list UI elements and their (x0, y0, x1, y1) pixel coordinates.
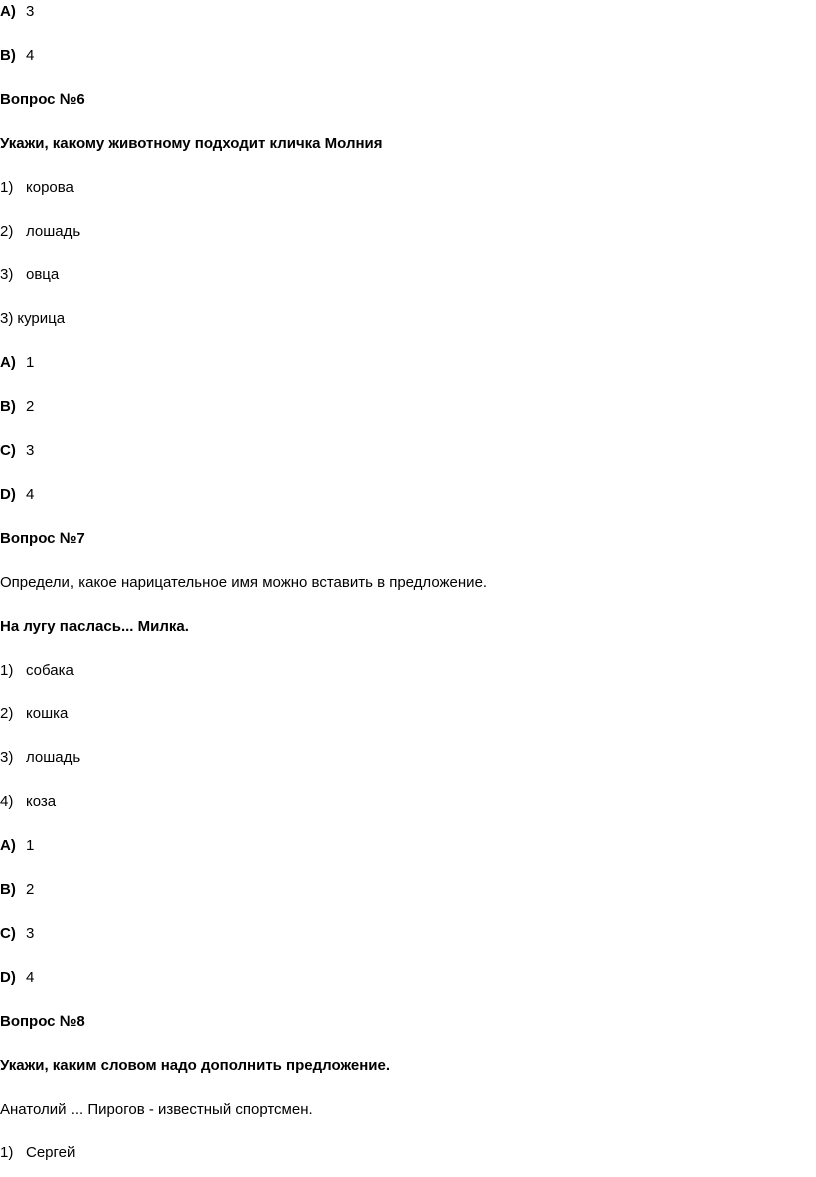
line-text: лошадь (26, 749, 81, 767)
answer-letter: D) (0, 485, 16, 503)
option-number: 2) (0, 705, 14, 723)
line-text: 4 (26, 46, 35, 64)
line-text: Анатолий ... Пирогов - известный спортсмен. (0, 1100, 313, 1118)
option-number: 4) (0, 793, 14, 811)
option-number: 1) (0, 178, 14, 196)
answer-choice (0, 353, 34, 373)
answer-choice (0, 880, 34, 900)
line-text: кошка (26, 705, 69, 723)
option-number: 2) (0, 222, 14, 240)
answer-letter: D) (0, 968, 16, 986)
answer-letter: B) (0, 46, 16, 64)
line-text: Сергей (26, 1144, 76, 1162)
line-text: Укажи, каким словом надо дополнить предложение. (0, 1056, 391, 1074)
answer-choice (0, 397, 34, 417)
option-number: 3) (0, 310, 14, 328)
line-text: 4 (26, 485, 35, 503)
option-number: 1) (0, 1144, 14, 1162)
question-text (0, 617, 189, 637)
line-text: лошадь (26, 222, 81, 240)
option-item (0, 1143, 75, 1163)
question-text (0, 573, 487, 593)
line-text: Вопрос №6 (0, 90, 85, 108)
line-text: собака (26, 661, 74, 679)
answer-letter: B) (0, 398, 16, 416)
line-text: курица (17, 310, 66, 328)
answer-letter: A) (0, 3, 16, 20)
question-heading (0, 529, 85, 549)
option-item (0, 178, 74, 198)
line-text: Укажи, какому животному подходит кличка Молния (0, 134, 383, 152)
line-text: корова (26, 178, 74, 196)
line-text: 1 (26, 837, 35, 855)
option-item (0, 704, 68, 724)
line-text: коза (26, 793, 57, 811)
answer-choice (0, 836, 34, 856)
question-text (0, 1100, 313, 1120)
answer-choice (0, 441, 34, 461)
option-item (0, 309, 65, 329)
line-text: овца (26, 266, 60, 284)
option-number: 3) (0, 266, 14, 284)
question-text (0, 1056, 390, 1076)
answer-letter: A) (0, 354, 16, 372)
line-text: 3 (26, 442, 35, 459)
answer-choice (0, 924, 34, 944)
line-text: 2 (26, 398, 35, 416)
answer-choice (0, 2, 34, 22)
answer-choice (0, 968, 34, 988)
question-text (0, 134, 383, 154)
answer-choice (0, 46, 34, 66)
line-text: На лугу паслась... Милка. (0, 617, 189, 635)
answer-letter: B) (0, 881, 16, 898)
answer-choice (0, 485, 34, 505)
line-text: Вопрос №8 (0, 1012, 85, 1030)
line-text: Вопрос №7 (0, 529, 85, 547)
option-number: 1) (0, 661, 14, 679)
option-item (0, 265, 59, 285)
option-number: 3) (0, 749, 14, 767)
option-item (0, 222, 80, 242)
answer-letter: C) (0, 442, 16, 459)
question-heading (0, 90, 85, 110)
answer-letter: A) (0, 837, 16, 855)
line-text: 3 (26, 924, 35, 942)
answer-letter: C) (0, 924, 16, 942)
line-text: Определи, какое нарицательное имя можно вставить в предложение. (0, 573, 488, 591)
line-text: 1 (26, 354, 35, 372)
option-item (0, 748, 80, 768)
line-text: 4 (26, 968, 35, 986)
line-text: 2 (26, 881, 35, 898)
line-text: 3 (26, 3, 35, 20)
question-heading (0, 1012, 85, 1032)
option-item (0, 661, 74, 681)
option-item (0, 792, 56, 812)
